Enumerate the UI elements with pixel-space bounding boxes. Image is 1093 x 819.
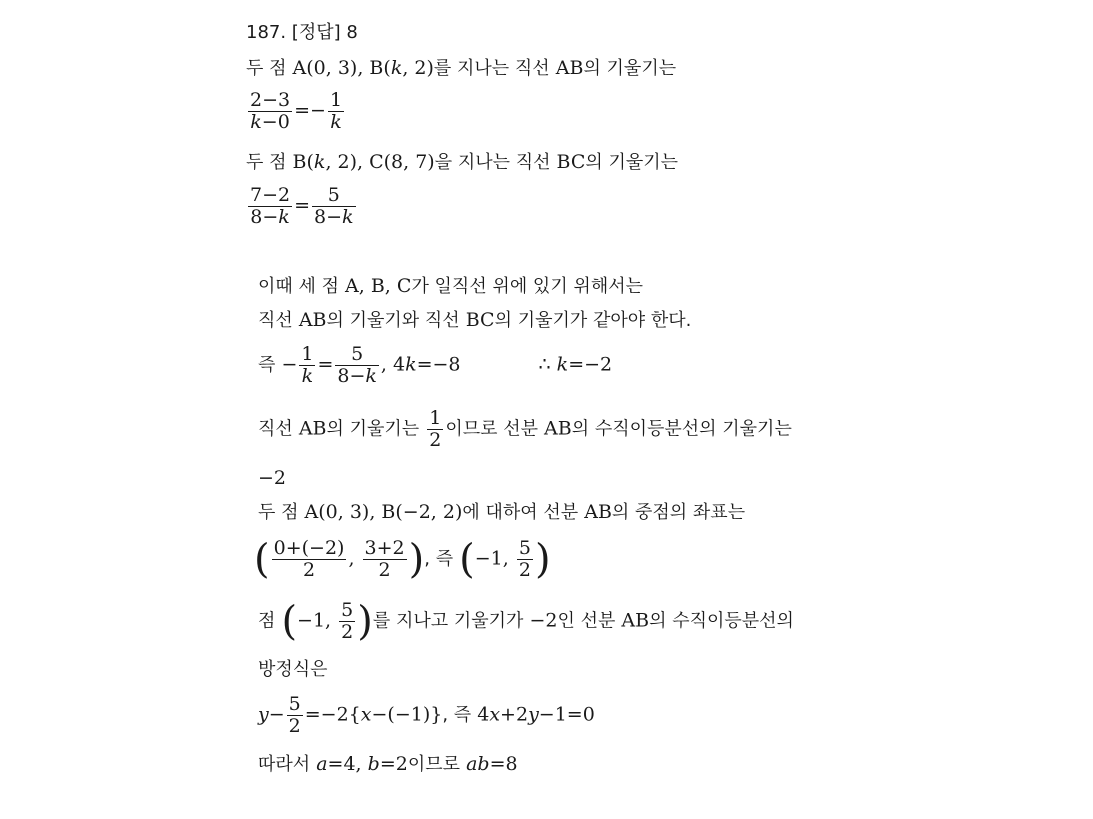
numerator: 1: [329, 89, 343, 111]
denominator: 2: [302, 559, 316, 581]
math: −(−1)}: [371, 703, 443, 726]
line-conclusion: [258, 752, 518, 777]
text: 따라서: [258, 754, 311, 775]
line-slope-value: [258, 466, 286, 490]
fraction: [339, 600, 355, 643]
denominator: [248, 112, 292, 133]
math: =4,: [327, 753, 362, 775]
math: =−2{: [304, 703, 361, 726]
math: AB: [555, 57, 584, 79]
numerator: 5: [518, 537, 531, 559]
math: , 2): [402, 57, 434, 79]
var-k: k: [278, 206, 290, 228]
denominator: 2: [341, 621, 354, 643]
left-paren: (: [254, 536, 270, 583]
left-paren: (: [281, 598, 298, 645]
text: 이므로 선분: [445, 418, 538, 440]
math: , 4: [380, 353, 406, 376]
var-k: k: [365, 365, 377, 387]
var-k: k: [556, 353, 569, 376]
fraction: [328, 90, 344, 133]
numerator: 5: [335, 344, 379, 366]
math: AB: [298, 417, 327, 440]
numerator: 0+(−2): [273, 537, 345, 559]
math: −1=0: [538, 703, 595, 726]
numerator: 7−2: [250, 184, 291, 206]
formula-solve-k: [258, 344, 612, 387]
line-slope-ab-intro: [246, 56, 676, 81]
text: , 즉: [442, 704, 472, 726]
text: 인 선분: [557, 610, 616, 632]
math: −1,: [297, 609, 332, 632]
fraction: [248, 90, 292, 133]
text: 즉: [258, 354, 276, 376]
text: 를 지나는 직선: [433, 58, 550, 79]
math: 8−: [337, 365, 366, 387]
math: −: [268, 703, 285, 726]
fraction: [335, 344, 379, 387]
text: 의 수직이등분선의 기울기는: [571, 418, 792, 440]
var-k: k: [313, 151, 326, 173]
formula-midpoint: [254, 538, 551, 581]
text: 직선: [258, 310, 293, 331]
line-equation-label: [258, 657, 328, 682]
var-y: y: [258, 703, 269, 726]
var-a: a: [316, 753, 328, 775]
numerator: 5: [288, 693, 301, 715]
denominator: [335, 366, 379, 387]
math: −2: [258, 467, 287, 489]
text: , 즉: [424, 548, 454, 570]
text: 가 일직선 위에 있기 위해서는: [411, 276, 643, 297]
right-paren: ): [534, 536, 551, 583]
math: AB: [621, 609, 650, 632]
fraction: [363, 538, 407, 581]
math: =: [317, 353, 334, 376]
math: ,: [348, 547, 355, 570]
text: 방정식은: [258, 659, 328, 680]
math: =−8: [416, 353, 461, 376]
formula-bisector-equation: [258, 694, 595, 737]
left-paren: (: [459, 536, 475, 583]
text: 의 기울기와 직선: [326, 310, 460, 331]
fraction: [287, 694, 303, 737]
var-x: x: [360, 703, 372, 726]
fraction: [248, 185, 292, 228]
therefore-symbol: ∴: [538, 353, 551, 376]
var-k: k: [405, 353, 417, 376]
var-x: x: [489, 703, 501, 726]
text: 직선: [258, 418, 293, 440]
math: 8−: [314, 206, 343, 228]
line-collinear-condition: [258, 274, 643, 299]
math: +2: [500, 703, 529, 726]
right-paren: ): [408, 536, 425, 583]
var-b: b: [367, 753, 380, 775]
math: =−2: [568, 353, 613, 376]
math: BC: [465, 309, 495, 331]
fraction: [517, 538, 533, 581]
numerator: 5: [341, 599, 354, 621]
numerator: 5: [312, 185, 356, 207]
math: −: [281, 353, 298, 376]
text: 을 지나는 직선: [434, 152, 551, 173]
text: 점: [258, 610, 276, 632]
text: 의 수직이등분선의: [649, 610, 794, 632]
text: 에 대하여 선분: [462, 502, 579, 523]
denominator: 2: [518, 559, 531, 581]
math: =8: [489, 753, 518, 775]
denominator: [248, 207, 292, 228]
var-k: k: [390, 57, 403, 79]
math: AB: [544, 417, 572, 440]
fraction: [272, 538, 347, 581]
line-midpoint-intro: [258, 500, 745, 525]
var-ab: ab: [466, 753, 490, 775]
text: 의 기울기가 같아야 한다.: [494, 310, 692, 331]
header-text: 187. [정답] 8: [246, 22, 358, 43]
math: , 2), C(8, 7): [325, 151, 435, 173]
fraction: [427, 408, 443, 451]
text: 두 점: [246, 58, 287, 79]
formula-slope-bc: [246, 185, 358, 228]
text: 이때 세 점: [258, 276, 339, 297]
var-k: k: [342, 206, 354, 228]
math: 4: [477, 703, 490, 726]
var-k: k: [250, 111, 262, 133]
fraction: [299, 344, 315, 387]
line-equal-slopes: [258, 308, 691, 333]
denominator: 2: [429, 429, 442, 451]
text: 의 기울기는: [326, 418, 420, 440]
denominator: 2: [288, 715, 301, 737]
math: =: [294, 194, 311, 217]
math: A, B, C: [345, 275, 412, 297]
math: −1,: [474, 547, 509, 570]
math: −2: [529, 609, 558, 632]
text: 두 점: [258, 502, 299, 523]
denominator: k: [301, 365, 314, 387]
math: B(: [292, 151, 314, 173]
text: 두 점: [246, 152, 287, 173]
denominator: 2: [378, 559, 391, 581]
math: A(0, 3), B(−2, 2): [304, 501, 463, 523]
line-perpendicular-slope: [258, 408, 792, 451]
right-paren: ): [357, 598, 373, 645]
math: AB: [584, 501, 612, 523]
text: 의 기울기는: [585, 152, 679, 173]
math: 8−: [250, 206, 279, 228]
line-slope-bc-intro: [246, 150, 678, 175]
math: A(0, 3), B(: [292, 57, 391, 79]
math: AB: [298, 309, 327, 331]
text: 를 지나고 기울기가: [372, 610, 524, 632]
math: BC: [556, 151, 586, 173]
line-bisector-point: [258, 600, 794, 643]
denominator: k: [330, 111, 342, 133]
math: =2: [379, 753, 408, 775]
denominator: [312, 207, 356, 228]
numerator: 1: [429, 407, 442, 429]
numerator: 3+2: [364, 537, 405, 559]
var-y: y: [528, 703, 539, 726]
math: −0: [261, 111, 290, 133]
numerator: 2−3: [250, 89, 291, 111]
text: 의 중점의 좌표는: [611, 502, 746, 523]
text: 의 기울기는: [583, 58, 677, 79]
fraction: [312, 185, 356, 228]
math: =−: [294, 99, 326, 122]
formula-slope-ab: [246, 90, 346, 133]
numerator: 1: [301, 343, 314, 365]
answer-header: [246, 20, 358, 45]
text: 이므로: [407, 754, 461, 775]
